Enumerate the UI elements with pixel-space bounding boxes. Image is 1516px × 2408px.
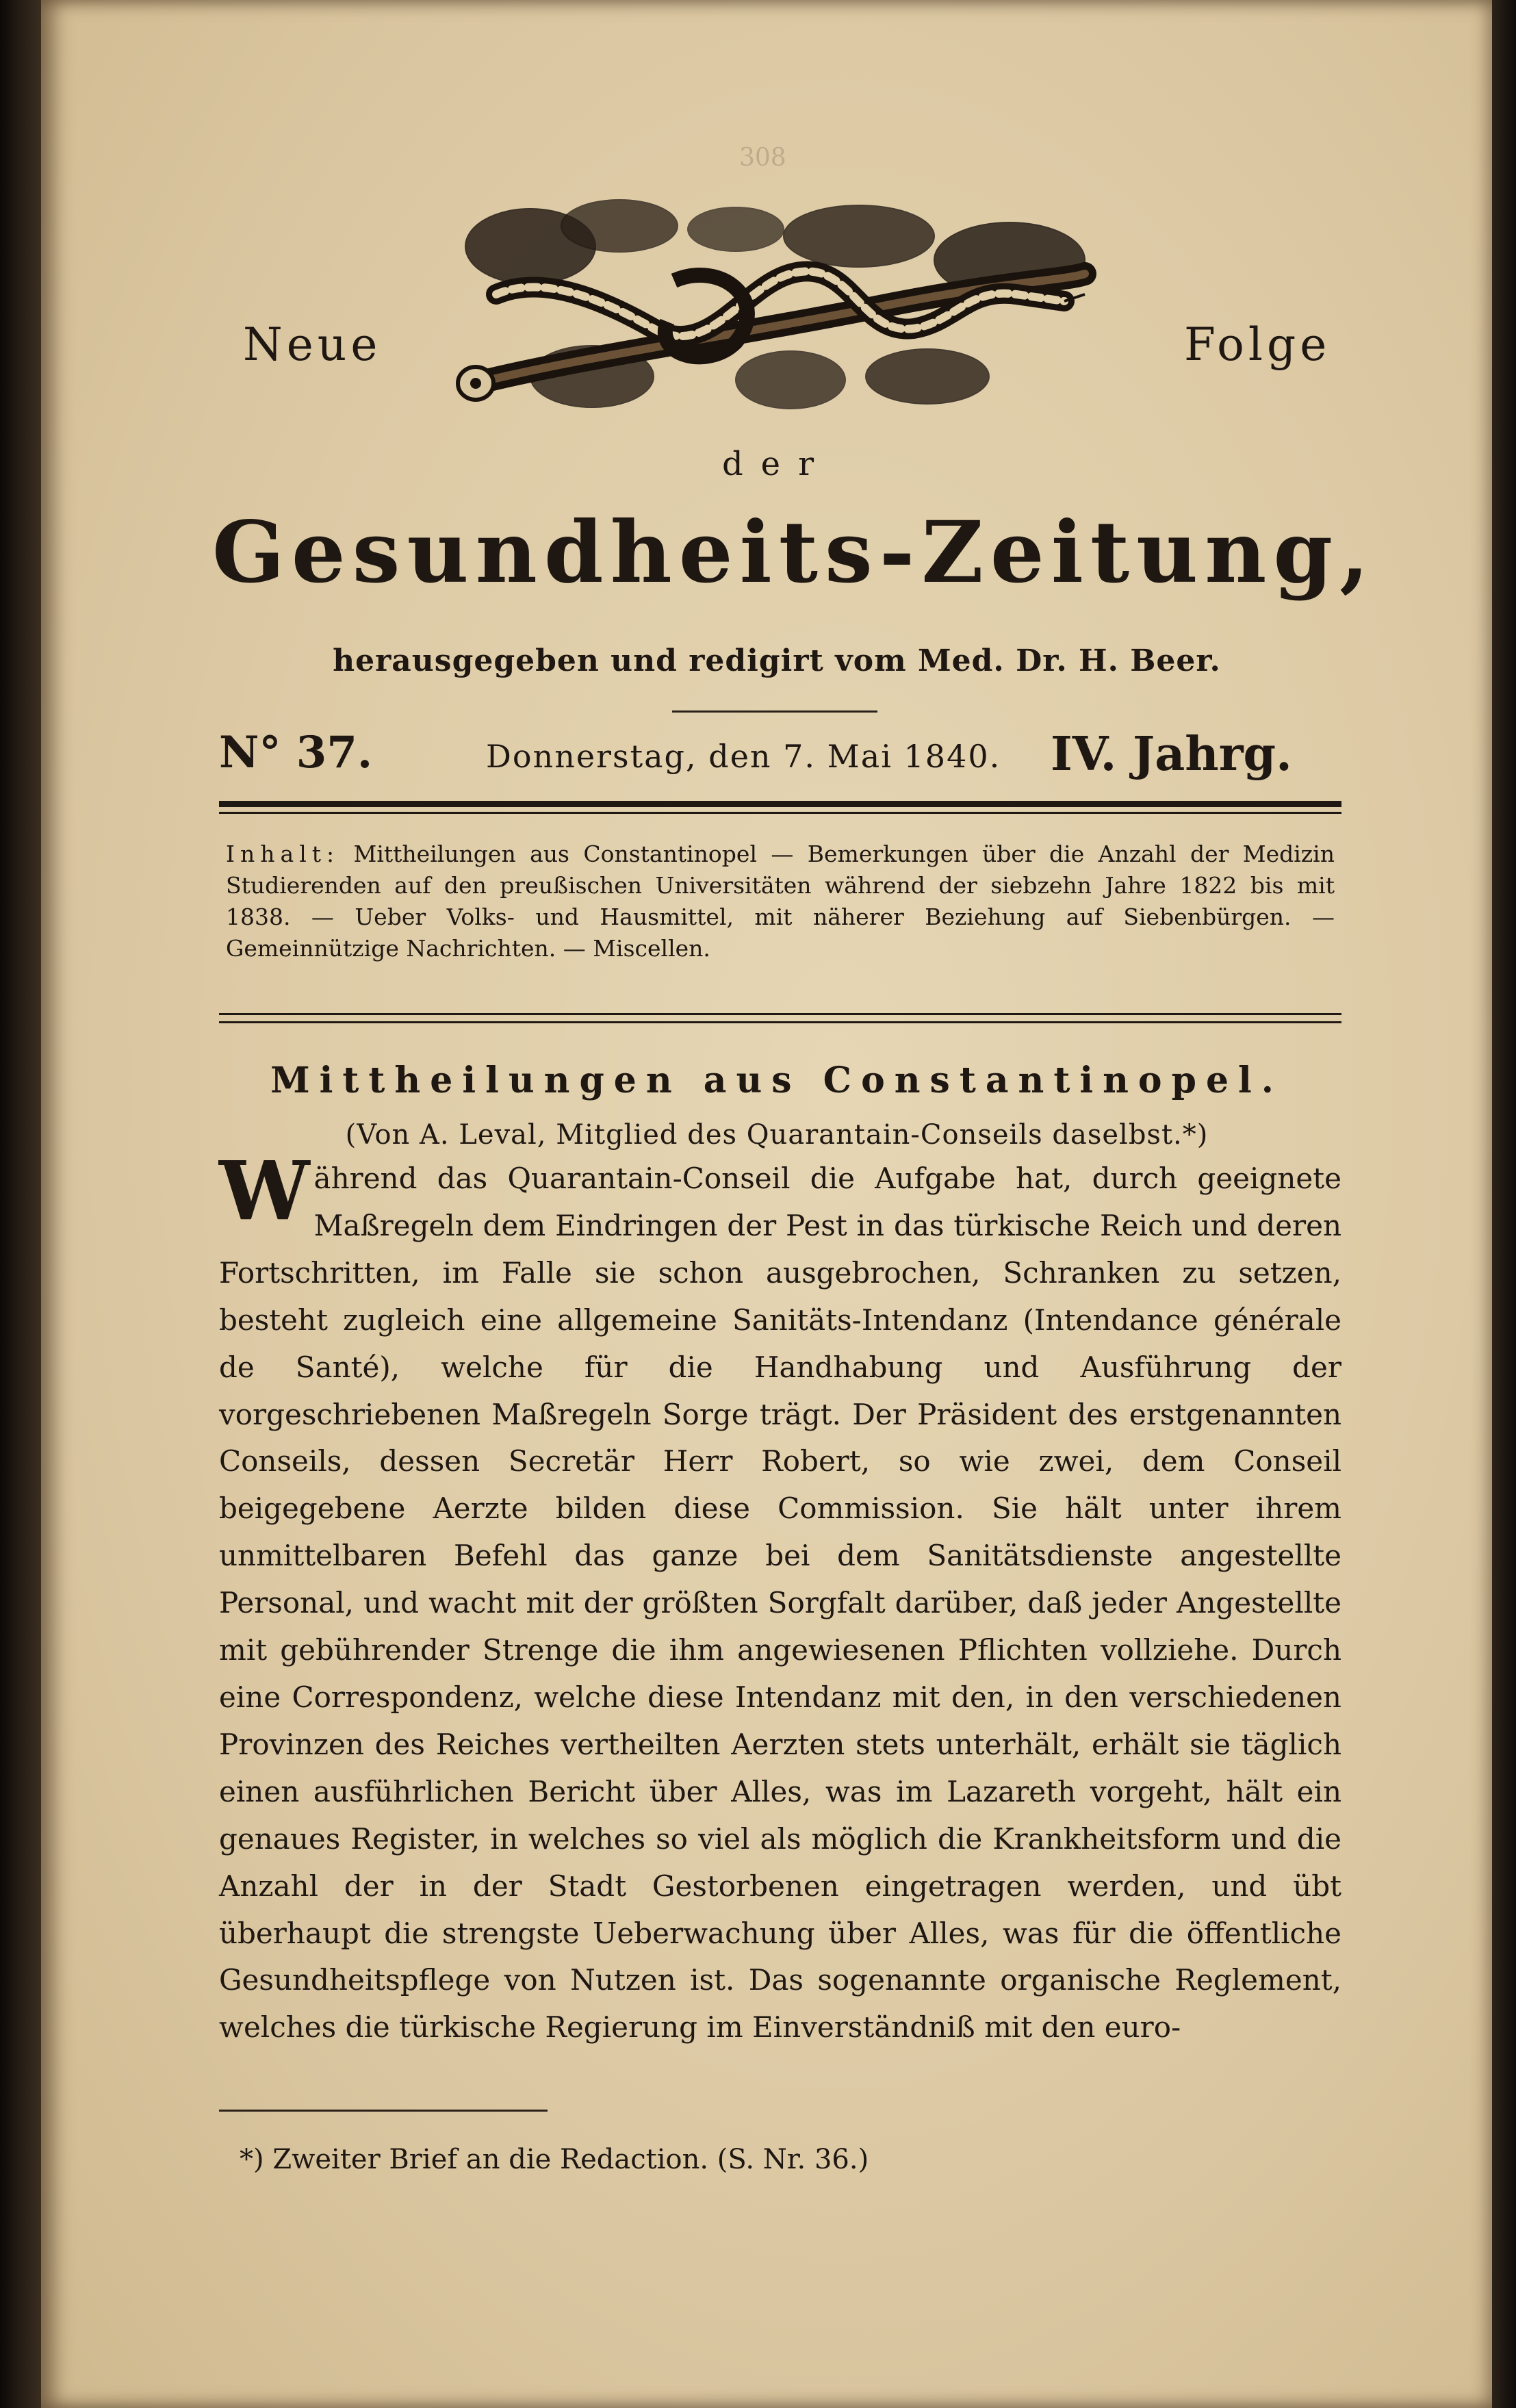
newspaper-title: Gesundheits-Zeitung, <box>212 503 1376 602</box>
short-divider <box>672 710 877 713</box>
contents-rule-bottom <box>219 1021 1341 1023</box>
footnote: *) Zweiter Brief an die Redaction. (S. Nr. 36.) <box>240 2144 869 2175</box>
masthead-left-word: Neue <box>243 318 382 371</box>
contents-rule-top <box>219 1013 1341 1015</box>
article-body-text: ährend das Quarantain-Conseil die Aufgabe hat, durch geeignete Maßregeln dem Eindringen der Pest in das türkische Reich und deren Fortschritten, im Falle sie schon ausgebrochen, Schranken zu setzen, besteht zugleich eine allgemeine Sanitäts-Intendanz (Intendance générale de Santé), welche für die Handhabung und Ausführung der vorgeschriebenen Maßregeln Sorge trägt. Der Präsident des erstgenannten Conseils, dessen Secretär Herr Robert, so wie zwei, dem Conseil beigegebene Aerzte bilden diese Commission. Sie hält unter ihrem unmittelbaren Befehl das ganze bei dem Sanitätsdienste angestellte Personal, und wacht mit der größten Sorgfalt darüber, daß jeder Angestellte mit gebührender Strenge die ihm angewiesenen Pflichten vollziehe. Durch eine Correspondenz, welche diese Intendanz mit den, in den verschiedenen Provinzen des Reiches vertheilten Aerzten stets unterhält, erhält sie täglich einen ausführlichen Bericht über Alles, was im Lazareth vorgeht, hält ein genaues Register, in welches so viel als möglich die Krankheitsform und die Anzahl der in der Stadt Gestorbenen eingetragen werden, und übt überhaupt die strengste Ueberwachung über Alles, was für die öffentliche Gesundheitspflege von Nutzen ist. Das sogenannte organische Reglement, welches die türkische Regierung im Einverständniß mit den euro- <box>219 1162 1341 2045</box>
table-of-contents <box>226 838 1335 964</box>
article-title: Mittheilungen aus Constantinopel. <box>270 1060 1283 1101</box>
header-rule-thin <box>219 812 1341 814</box>
page-edge-shadow <box>1492 0 1516 2408</box>
page-content <box>212 0 1376 2408</box>
article-byline: (Von A. Leval, Mitglied des Quarantain-Conseils daselbst.*) <box>345 1119 1209 1151</box>
header-rule-thick <box>219 801 1341 807</box>
contents-label: Inhalt: <box>226 841 340 867</box>
editor-line: herausgegeben und redigirt vom Med. Dr. H. Beer. <box>333 643 1221 678</box>
drop-cap: W <box>219 1143 310 1238</box>
newspaper-page <box>41 0 1492 2408</box>
issue-year: IV. Jahrg. <box>1051 727 1292 782</box>
snake-on-branch-illustration <box>448 198 1099 424</box>
masthead-der: der <box>721 445 832 483</box>
footnote-divider <box>219 2110 548 2112</box>
masthead-vignette <box>212 198 1341 424</box>
masthead-right-word: Folge <box>1184 318 1331 371</box>
book-binding <box>0 0 41 2408</box>
contents-text: Mittheilungen aus Constantinopel — Bemerkungen über die Anzahl der Medizin Studierenden auf den preußischen Universitäten während der siebzehn Jahre 1822 bis mit 1838. — Ueber Volks- und Hausmittel, mit näherer Beziehung auf Siebenbürgen. — Gemeinnützige Nachrichten. — Miscellen. <box>226 841 1335 962</box>
issue-date: Donnerstag, den 7. Mai 1840. <box>486 738 1001 775</box>
issue-number: N° 37. <box>219 727 373 778</box>
bleed-through-page-number: 308 <box>739 144 786 172</box>
issue-line <box>212 727 1341 789</box>
article-body <box>219 1143 1341 2051</box>
